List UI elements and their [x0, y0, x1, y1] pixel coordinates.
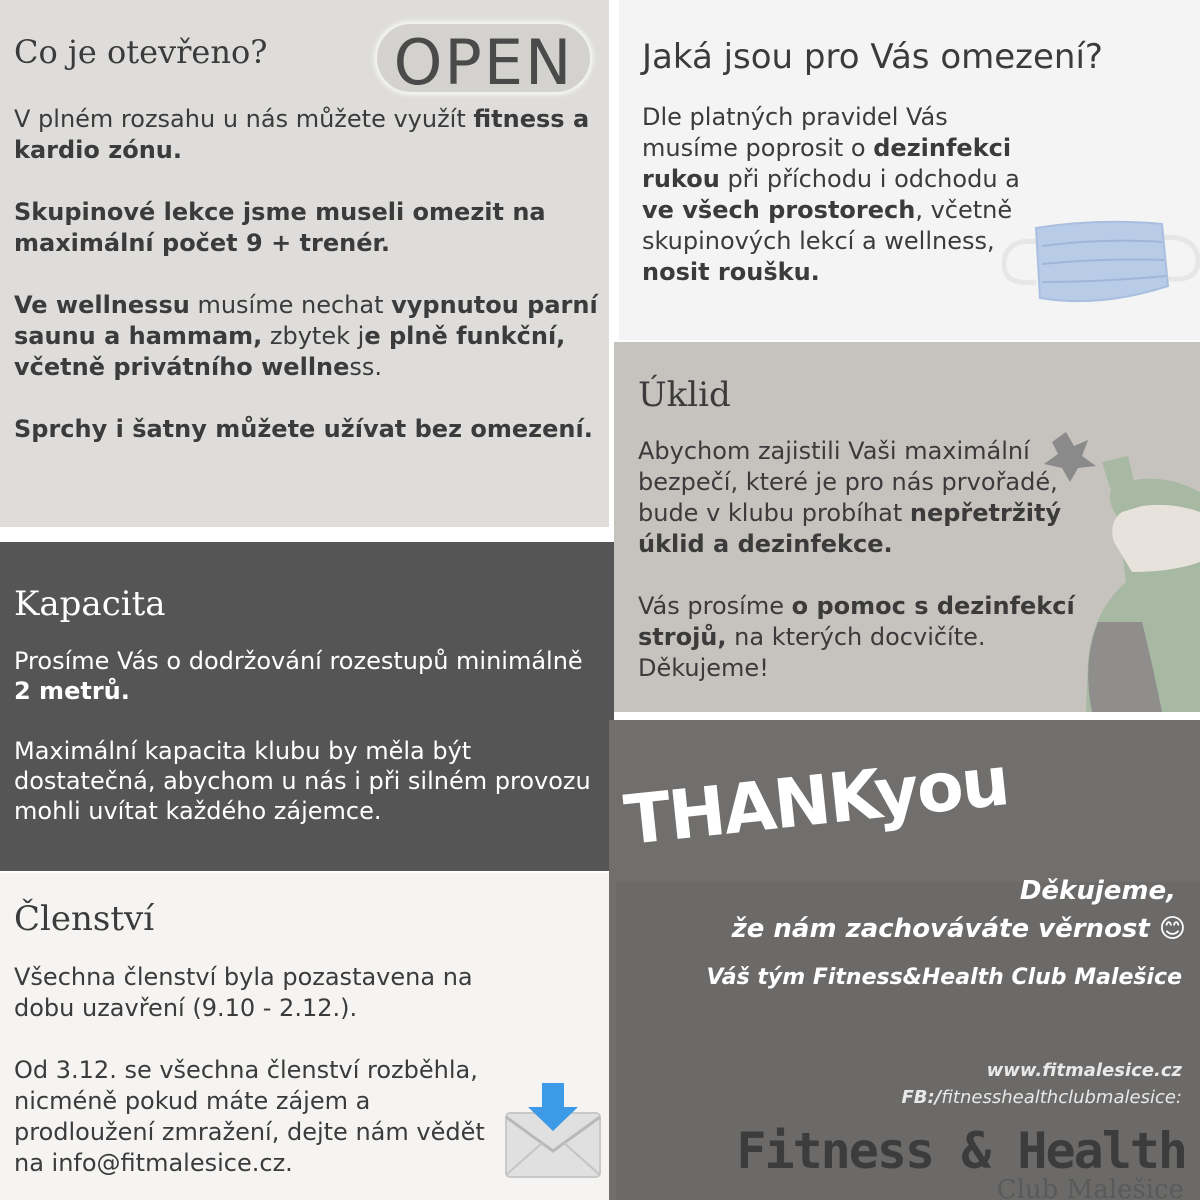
open-p2: Skupinové lekce jsme museli omezit na maximální počet 9 + trenér. — [14, 198, 546, 257]
open-p3: Ve wellnessu musíme nechat vypnutou parní saunu a hammam, zbytek je plně funkční, včetně privátního wellness. — [14, 291, 598, 381]
capacity-title: Kapacita — [14, 584, 166, 624]
membership-p1: Všechna členství byla pozastavena na dobu uzavření (9.10 - 2.12.). — [14, 963, 473, 1022]
facebook-link[interactable]: FB:/fitnesshealthclubmalesice: — [901, 1087, 1182, 1108]
open-panel — [0, 0, 609, 527]
thanks-line-3: Váš tým Fitness&Health Club Malešice — [706, 965, 1182, 990]
limits-panel — [619, 0, 1200, 340]
face-mask-icon — [1002, 212, 1200, 308]
limits-body: Dle platných pravidel Vás musíme poprosit o dezinfekci rukou při příchodu i odchodu a ve všech prostorech, včetně skupinových lekcí a wellness, nosit roušku. — [642, 103, 1020, 286]
clean-panel — [614, 342, 1200, 712]
capacity-p1: Prosíme Vás o dodržování rozestupů minimálně 2 metrů. — [14, 647, 583, 705]
capacity-body — [14, 646, 594, 826]
open-p4: Sprchy i šatny můžete užívat bez omezení. — [14, 415, 593, 443]
open-title: Co je otevřeno? — [14, 33, 268, 71]
thanks-panel — [609, 720, 1200, 1200]
club-logo-main: Fitness & Health — [736, 1122, 1186, 1180]
mail-download-icon — [502, 1081, 604, 1181]
open-sign-text: OPEN — [393, 26, 574, 99]
thanks-line-1: Děkujeme, — [1019, 876, 1176, 906]
clean-p1: Abychom zajistili Vaši maximální bezpečí, které je pro nás prvořadé, bude v klubu probíhat nepřetržitý úklid a dezinfekce. — [638, 437, 1062, 558]
club-logo-sub: Club Malešice — [996, 1175, 1184, 1200]
clean-body — [638, 436, 1078, 684]
thanks-line-2: že nám zachováváte věrnost 😊 — [731, 914, 1186, 944]
membership-title: Členství — [14, 899, 155, 939]
thank-you-heading: THANKyou — [620, 742, 1012, 861]
open-p1: V plném rozsahu u nás můžete využít fitness a kardio zónu. — [14, 105, 590, 164]
clean-p2: Vás prosíme o pomoc s dezinfekcí strojů, na kterých docvičíte. Děkujeme! — [638, 592, 1075, 682]
limits-title: Jaká jsou pro Vás omezení? — [642, 37, 1103, 77]
clean-title: Úklid — [638, 375, 731, 415]
website-link[interactable]: www.fitmalesice.cz — [986, 1060, 1182, 1081]
membership-panel — [0, 873, 609, 1200]
membership-p2: Od 3.12. se všechna členství rozběhla, nicméně pokud máte zájem a prodloužení zmražení, dejte nám vědět na info@fitmalesice.cz. — [14, 1056, 485, 1177]
membership-body — [14, 962, 494, 1179]
open-body — [14, 104, 599, 445]
capacity-p2: Maximální kapacita klubu by měla být dostatečná, abychom u nás i při silném provozu mohli uvítat každého zájemce. — [14, 737, 591, 825]
capacity-panel — [0, 542, 614, 871]
open-sign-icon — [375, 22, 592, 99]
